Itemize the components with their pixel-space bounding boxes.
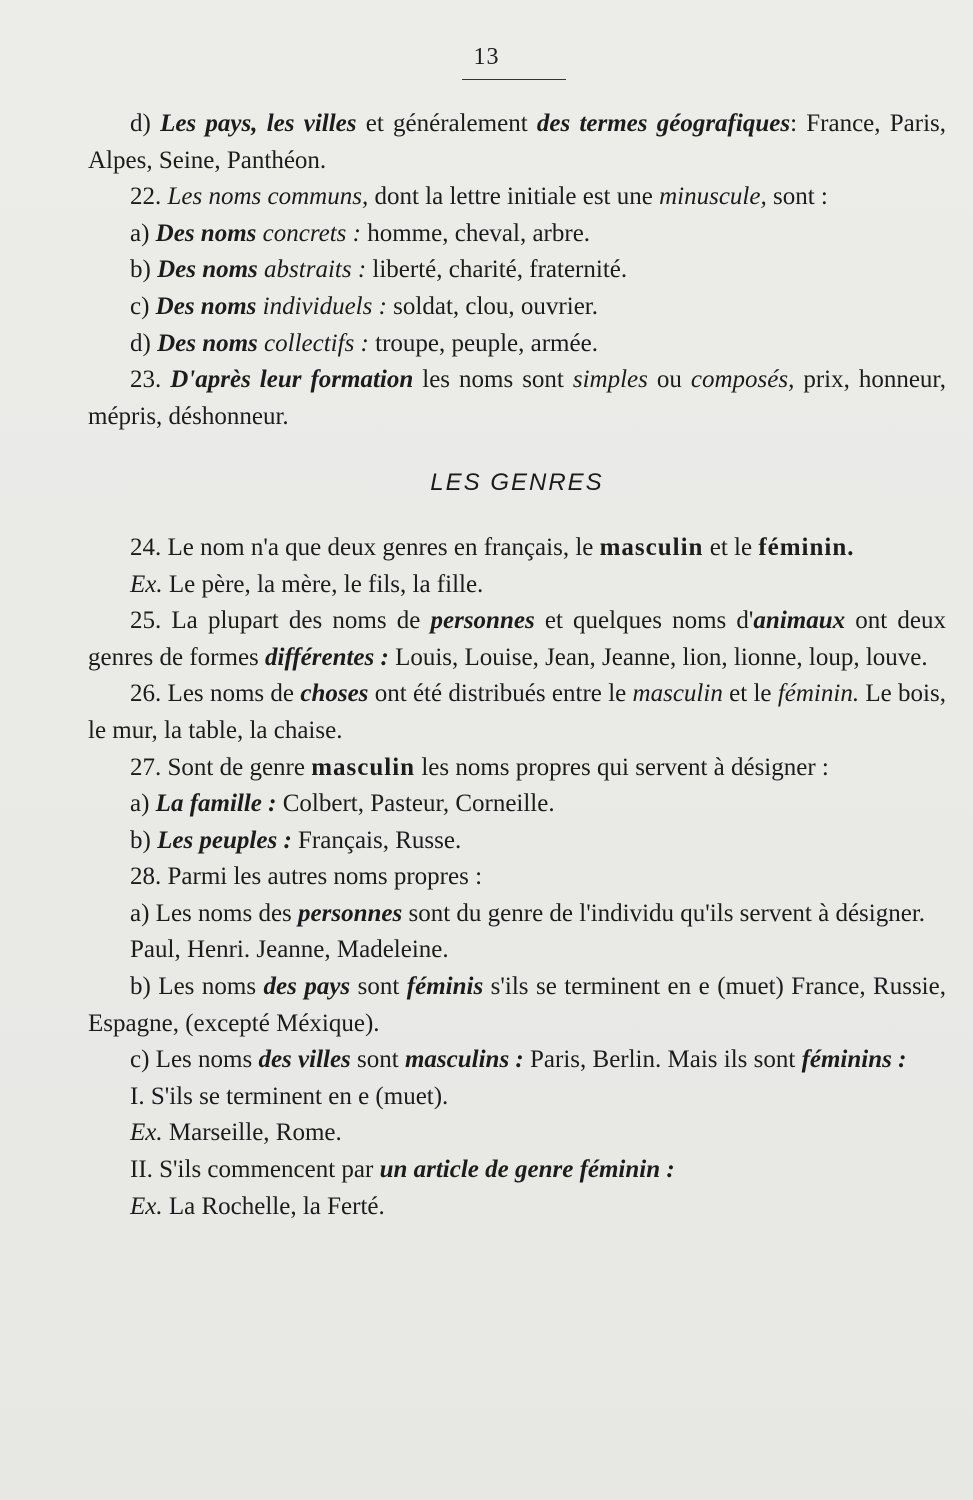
text-run: et quelques noms d' — [534, 607, 754, 635]
text-run: prix, honneur, mépris, déshonneur. — [88, 366, 947, 430]
text-run: personnes — [430, 607, 535, 635]
text-run: : France, Paris, Alpes, Seine, Panthéon. — [88, 110, 947, 174]
text-run: Les pays, les villes — [160, 110, 357, 137]
paragraph — [88, 823, 946, 860]
paragraph — [88, 859, 946, 896]
text-run: Paris, Berlin. Mais ils sont — [523, 1046, 802, 1074]
text-run: La famille : — [155, 790, 277, 818]
text-run: La Rochelle, la Ferté. — [162, 1192, 385, 1220]
text-run: b) — [130, 256, 158, 284]
text-run: individuels : — [256, 292, 387, 320]
text-run: d) — [130, 110, 161, 137]
paragraph — [88, 750, 946, 787]
page-number: 13 — [473, 44, 500, 70]
text-run: Des noms — [155, 292, 257, 320]
text-run: simples — [572, 366, 648, 394]
paragraph — [88, 896, 946, 933]
text-run: d) — [130, 329, 158, 357]
text-run: Les peuples : — [157, 826, 292, 854]
text-run: homme, cheval, arbre. — [360, 219, 591, 247]
text-run: c) — [130, 292, 156, 320]
text-run: des termes géografiques — [536, 110, 791, 137]
text-run: Des noms — [157, 329, 258, 357]
paragraph — [88, 1042, 946, 1079]
text-run: masculin — [632, 680, 723, 708]
paragraph — [88, 932, 946, 969]
text-run: Les noms communs, — [167, 183, 369, 211]
text-run: sont — [350, 973, 407, 1001]
text-run: s'ils se terminent en e (muet) France, Russie, Espagne, (excepté Méxique). — [88, 973, 946, 1037]
text-run: sont du genre de l'individu qu'ils servent à désigner. — [402, 899, 926, 927]
text-run: b) Les noms — [130, 973, 264, 1001]
text-run: 25. La plupart des noms de — [130, 607, 431, 635]
text-run: a) — [130, 790, 156, 818]
text-run: Ex. — [130, 570, 163, 598]
text-run: féminin. — [777, 680, 860, 708]
text-run: D'après leur formation — [170, 366, 414, 394]
text-run: masculin — [311, 753, 416, 781]
text-run: a) — [130, 219, 156, 247]
text-run: troupe, peuple, armée. — [368, 329, 598, 357]
paragraph — [88, 603, 946, 676]
text-run: Le bois, le mur, la table, la chaise. — [88, 680, 946, 744]
paragraph — [88, 567, 946, 604]
text-run: les noms sont — [413, 366, 573, 394]
text-run: II. S'ils commencent par — [130, 1156, 380, 1184]
text-run: liberté, charité, fraternité. — [366, 256, 628, 284]
text-run: Des noms — [157, 256, 258, 284]
paragraph — [88, 326, 946, 363]
text-run: choses — [300, 680, 369, 708]
text-run: féminin. — [758, 533, 855, 561]
paragraph — [88, 106, 946, 179]
text-run: ont deux genres de formes — [88, 607, 946, 671]
paragraph — [88, 252, 946, 289]
text-run: concrets : — [256, 219, 361, 247]
paragraph — [88, 1189, 946, 1226]
text-run: masculins : — [404, 1046, 524, 1074]
body-text — [88, 106, 946, 1225]
text-run: Français, Russe. — [291, 826, 462, 854]
text-run: c) Les noms — [130, 1046, 259, 1074]
paragraph — [88, 362, 946, 435]
page-number-rule — [462, 79, 566, 80]
text-run: différentes : — [265, 643, 389, 671]
text-run: des pays — [263, 973, 351, 1001]
paragraph — [88, 786, 946, 823]
text-run: composés, — [690, 366, 795, 394]
text-run: Colbert, Pasteur, Corneille. — [276, 790, 555, 818]
text-run: sont : — [766, 183, 828, 211]
paragraph — [88, 530, 946, 567]
paragraph — [88, 179, 946, 216]
text-run: ou — [647, 366, 691, 394]
paragraph — [88, 216, 946, 253]
text-run: 24. Le nom n'a que deux genres en français, le — [130, 533, 600, 561]
paragraph — [88, 676, 946, 749]
text-run: et le — [722, 680, 778, 708]
text-run: et généralement — [356, 110, 537, 137]
text-run: collectifs : — [257, 329, 369, 357]
text-run: Ex. — [130, 1119, 163, 1147]
text-run: 28. Parmi les autres noms propres : — [130, 863, 483, 891]
text-run: des villes — [258, 1046, 351, 1074]
text-run: personnes — [298, 899, 403, 927]
text-run: 27. Sont de genre — [130, 753, 312, 781]
text-run: Ex. — [130, 1192, 163, 1220]
text-run: les noms propres qui servent à désigner : — [415, 753, 829, 781]
text-run: 26. Les noms de — [130, 680, 301, 708]
text-run: I. S'ils se terminent en e (muet). — [130, 1082, 449, 1110]
text-run: et le — [703, 533, 759, 561]
text-run: 22. — [130, 183, 168, 211]
text-run: Louis, Louise, Jean, Jeanne, lion, lionne, loup, louve. — [388, 643, 928, 671]
text-run: sont — [350, 1046, 405, 1074]
text-run: féminins : — [801, 1046, 907, 1074]
text-run: Paul, Henri. Jeanne, Madeleine. — [130, 936, 449, 964]
text-run: Marseille, Rome. — [162, 1119, 342, 1147]
paragraph — [88, 969, 946, 1042]
text-run: animaux — [753, 607, 846, 635]
text-run: soldat, clou, ouvrier. — [386, 292, 598, 320]
paragraph — [88, 1079, 946, 1116]
text-run: masculin — [599, 533, 704, 561]
text-run: abstraits : — [257, 256, 367, 284]
text-run: a) Les noms des — [130, 899, 299, 927]
text-run: 23. — [130, 366, 171, 394]
text-run: féminis — [406, 973, 484, 1001]
text-run: Des noms — [155, 219, 257, 247]
text-run: ont été distribués entre le — [368, 680, 633, 708]
text-run: b) — [130, 826, 158, 854]
text-run: minuscule, — [659, 183, 767, 211]
paragraph — [88, 289, 946, 326]
text-run: un article de genre féminin : — [379, 1156, 675, 1184]
paragraph — [88, 1152, 946, 1189]
paragraph — [88, 1115, 946, 1152]
text-run: dont la lettre initiale est une — [368, 183, 660, 211]
text-run: Le père, la mère, le fils, la fille. — [162, 570, 484, 598]
section-heading: LES GENRES — [430, 469, 604, 497]
